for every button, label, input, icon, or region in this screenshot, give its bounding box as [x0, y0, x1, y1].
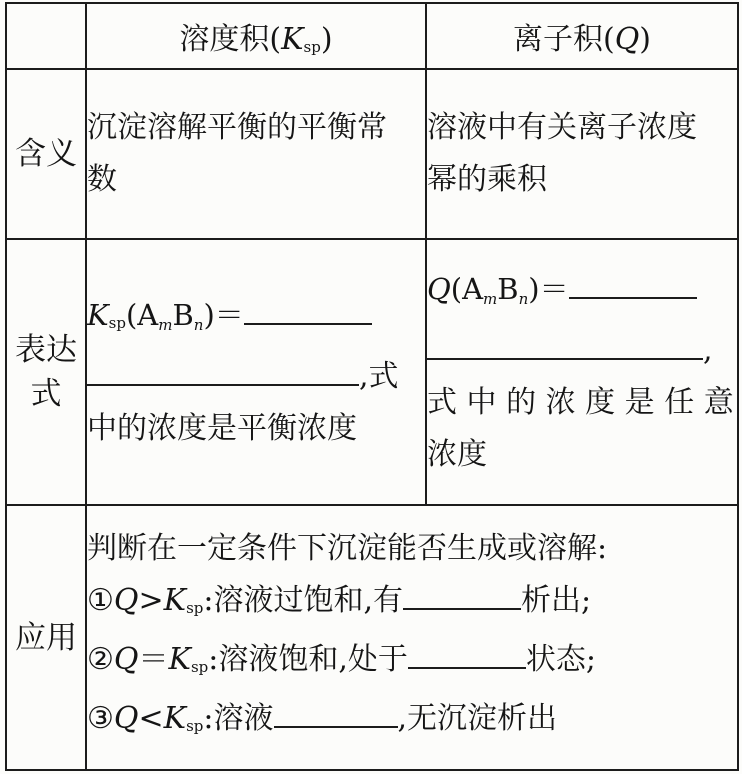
case-2-blank[interactable]	[408, 641, 526, 669]
q-formula-blank-2[interactable]	[427, 332, 703, 360]
case-1-line: $①Q>K_{sp}$:溶液过饱和,有 析出;	[87, 583, 592, 618]
expression-row	[6, 239, 738, 505]
q-meaning-cell: 溶液中有关离子浓度 幂的乘积	[426, 69, 738, 239]
header-row	[6, 3, 738, 69]
ksp-comparison-table	[5, 2, 739, 771]
application-label: 应用	[6, 505, 86, 770]
ksp-formula-line: $K_{sp}(AmBn)=$	[87, 289, 425, 351]
application-row	[6, 505, 738, 770]
ksp-formula-line-2: ,式	[87, 351, 425, 403]
ksp-meaning-cell: 沉淀溶解平衡的平衡常 数	[86, 69, 426, 239]
application-cell: 判断在一定条件下沉淀能否生成或溶解: $①Q>K_{sp}$:溶液过饱和,有 析出; $②Q=K_{sp}$:溶液饱和,处于 状态; $③Q<K_{sp}$:溶液 ,无沉淀析出	[86, 505, 738, 770]
ksp-formula-blank-1[interactable]	[244, 297, 372, 325]
ksp-column-header: 溶度积$(K_{sp})$	[86, 3, 426, 69]
meaning-row	[6, 69, 738, 239]
corner-cell	[6, 3, 86, 69]
q-formula-line: Q(AmBn)＝	[427, 263, 737, 325]
case-3-blank[interactable]	[274, 700, 398, 728]
ksp-expression-cell: $K_{sp}(AmBn)=$ ,式 中的浓度是平衡浓度	[86, 239, 426, 505]
q-formula-blank-1[interactable]	[569, 271, 697, 299]
q-column-header: 离子积(Q)	[426, 3, 738, 69]
q-formula-line-2: ,	[427, 325, 737, 377]
expression-label: 表达 式	[6, 239, 86, 505]
meaning-label: 含义	[6, 69, 86, 239]
case-2-line: $②Q=K_{sp}$:溶液饱和,处于 状态;	[87, 642, 597, 677]
case-3-line: $③Q<K_{sp}$:溶液 ,无沉淀析出	[87, 701, 558, 736]
q-expression-cell: Q(AmBn)＝ , 式 中 的 浓 度 是 任 意 浓度	[426, 239, 738, 505]
ksp-formula-blank-2[interactable]	[87, 358, 359, 386]
case-1-blank[interactable]	[403, 582, 521, 610]
